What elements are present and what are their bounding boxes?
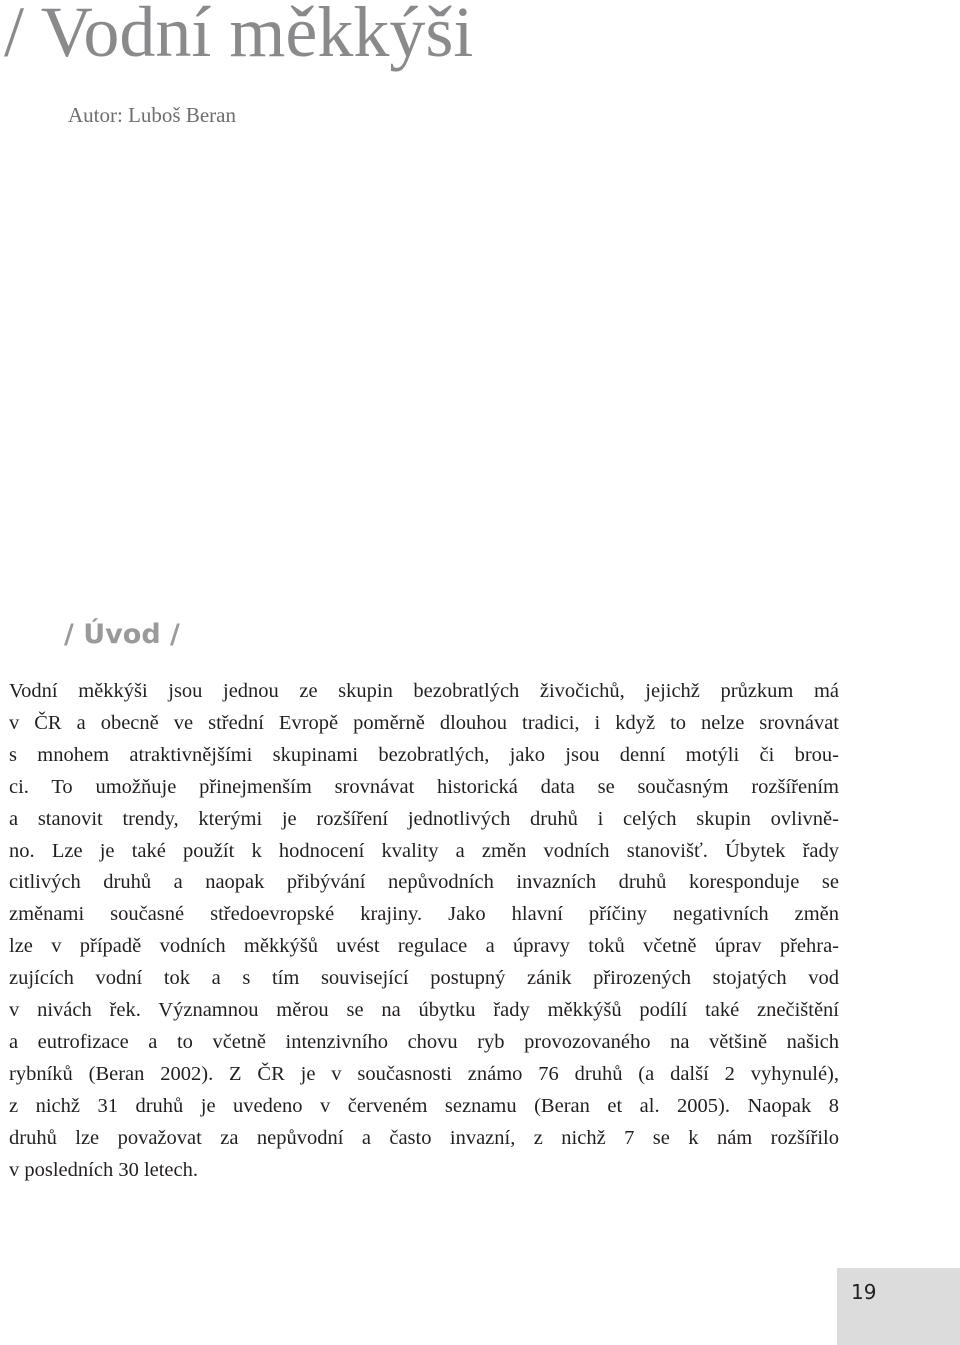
paragraph-line: rybníků (Beran 2002). Z ČR je v současnosti známo 76 druhů (a další 2 vyhynulé), — [9, 1062, 839, 1085]
paragraph-line: druhů lze považovat za nepůvodní a často invazní, z nichž 7 se k nám rozšířilo — [9, 1126, 839, 1149]
paragraph-line: s mnohem atraktivnějšími skupinami bezobratlých, jako jsou denní motýli či brou- — [9, 743, 839, 766]
paragraph-line: ci. To umožňuje přinejmenším srovnávat historická data se současným rozšířením — [9, 775, 839, 798]
paragraph-line: citlivých druhů a naopak přibývání nepůvodních invazních druhů koresponduje se — [9, 871, 839, 894]
paragraph-line: z nichž 31 druhů je uvedeno v červeném seznamu (Beran et al. 2005). Naopak 8 — [9, 1094, 839, 1117]
paragraph-line: a stanovit trendy, kterými je rozšíření jednotlivých druhů i celých skupin ovlivně- — [9, 807, 839, 830]
intro-paragraph — [9, 676, 839, 1187]
paragraph-line: lze v případě vodních měkkýšů uvést regulace a úpravy toků včetně úprav přehra- — [9, 935, 839, 958]
paragraph-line: změnami současné středoevropské krajiny. Jako hlavní příčiny negativních změn — [9, 903, 839, 926]
paragraph-line: zujících vodní tok a s tím související postupný zánik přirozených stojatých vod — [9, 967, 839, 990]
paragraph-line: a eutrofizace a to včetně intenzivního chovu ryb provozovaného na většině našich — [9, 1030, 839, 1053]
page-number: 19 — [851, 1280, 877, 1304]
paragraph-line: v nivách řek. Významnou měrou se na úbytku řady měkkýšů podílí také znečištění — [9, 999, 839, 1022]
paragraph-line: v ČR a obecně ve střední Evropě poměrně dlouhou tradici, i když to nelze srovnávat — [9, 711, 839, 734]
author-line: Autor: Luboš Beran — [68, 103, 236, 127]
section-heading-intro: / Úvod / — [64, 619, 180, 650]
paragraph-line: Vodní měkkýši jsou jednou ze skupin bezobratlých živočichů, jejichž průzkum má — [9, 680, 839, 702]
paragraph-line: no. Lze je také použít k hodnocení kvality a změn vodních stanovišť. Úbytek řady — [9, 839, 839, 862]
chapter-title: / Vodní měkkýši — [4, 0, 474, 72]
paragraph-line: v posledních 30 letech. — [9, 1158, 199, 1181]
